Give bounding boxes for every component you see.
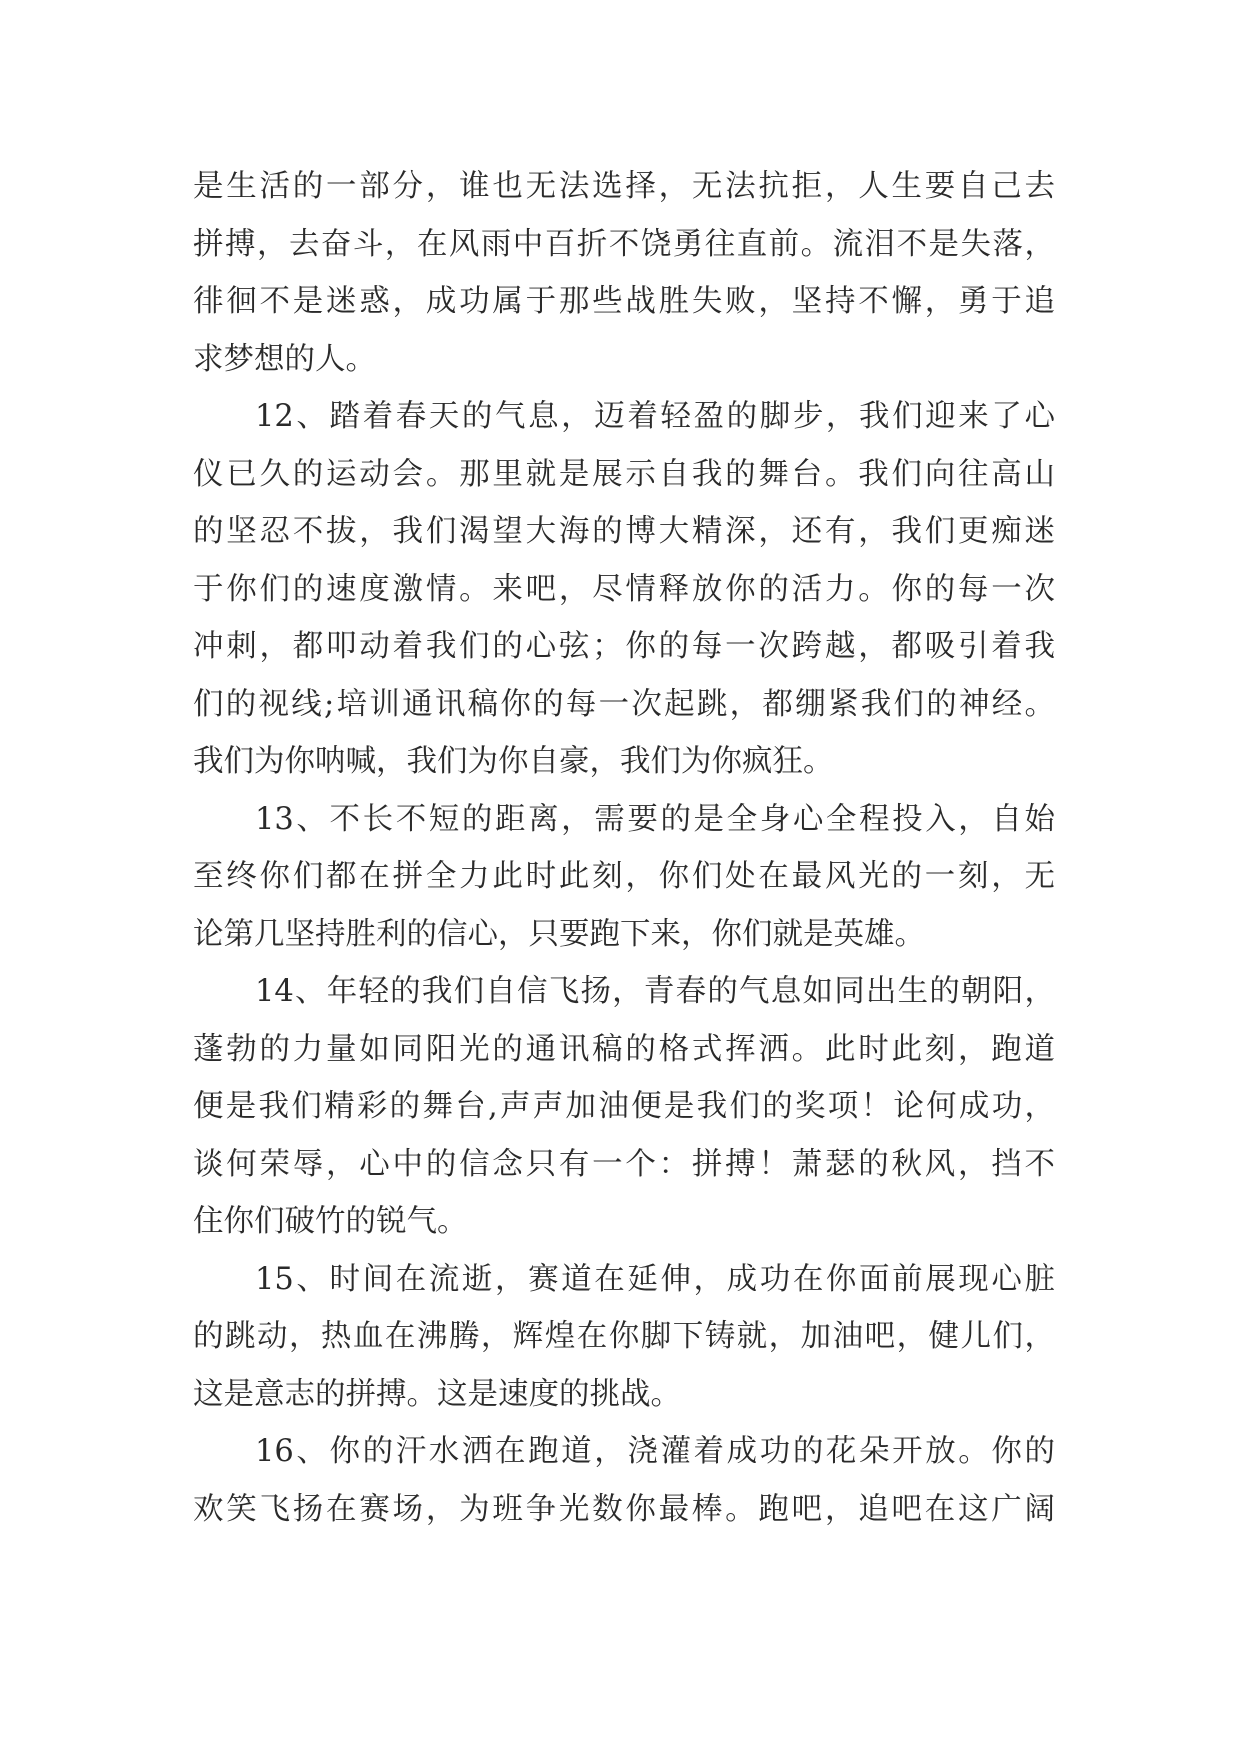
text-line: 徘徊不是迷惑，成功属于那些战胜失败，坚持不懈，勇于追 <box>193 284 1055 319</box>
text-line: 13、不长不短的距离，需要的是全身心全程投入，自始 <box>255 801 1055 837</box>
text-line: 的跳动，热血在沸腾，辉煌在你脚下铸就，加油吧，健儿们， <box>193 1319 1055 1354</box>
text-line: 的坚忍不拔，我们渴望大海的博大精深，还有，我们更痴迷 <box>193 514 1055 549</box>
text-line: 我们为你呐喊，我们为你自豪，我们为你疯狂。 <box>193 744 834 779</box>
text-line: 们的视线;培训通讯稿你的每一次起跳，都绷紧我们的神经。 <box>193 686 1055 722</box>
text-line: 15、时间在流逝，赛道在延伸，成功在你面前展现心脏 <box>255 1261 1055 1297</box>
text-line: 这是意志的拼搏。这是速度的挑战。 <box>193 1376 681 1412</box>
text-line: 至终你们都在拼全力此时此刻，你们处在最风光的一刻，无 <box>193 859 1055 894</box>
text-line: 拼搏，去奋斗，在风雨中百折不饶勇往直前。流泪不是失落， <box>193 226 1055 262</box>
text-line: 谈何荣辱，心中的信念只有一个：拼搏！萧瑟的秋风，挡不 <box>193 1146 1055 1182</box>
text-line: 求梦想的人。 <box>193 341 376 377</box>
text-line: 于你们的速度激情。来吧，尽情释放你的活力。你的每一次 <box>193 571 1055 607</box>
document-body <box>193 158 1055 1538</box>
paragraph-continued <box>193 158 1055 388</box>
paragraph-14 <box>193 963 1055 1251</box>
text-line: 是生活的一部分，谁也无法选择，无法抗拒，人生要自己去 <box>193 169 1055 204</box>
text-line: 14、年轻的我们自信飞扬，青春的气息如同出生的朝阳， <box>255 974 1055 1009</box>
text-line: 欢笑飞扬在赛场，为班争光数你最棒。跑吧，追吧在这广阔 <box>193 1491 1055 1527</box>
text-line: 12、踏着春天的气息，迈着轻盈的脚步，我们迎来了心 <box>255 399 1055 434</box>
text-line: 仪已久的运动会。那里就是展示自我的舞台。我们向往高山 <box>193 456 1055 492</box>
paragraph-13 <box>193 791 1055 964</box>
text-line: 论第几坚持胜利的信心，只要跑下来，你们就是英雄。 <box>193 916 925 952</box>
paragraph-12 <box>193 388 1055 791</box>
text-line: 蓬勃的力量如同阳光的通讯稿的格式挥洒。此时此刻，跑道 <box>193 1031 1055 1067</box>
text-line: 16、你的汗水洒在跑道，浇灌着成功的花朵开放。你的 <box>255 1434 1055 1469</box>
paragraph-15 <box>193 1251 1055 1424</box>
paragraph-16 <box>193 1423 1055 1538</box>
text-line: 便是我们精彩的舞台,声声加油便是我们的奖项！论何成功， <box>193 1089 1055 1124</box>
text-line: 冲刺，都叩动着我们的心弦；你的每一次跨越，都吸引着我 <box>193 629 1055 664</box>
text-line: 住你们破竹的锐气。 <box>193 1204 468 1239</box>
